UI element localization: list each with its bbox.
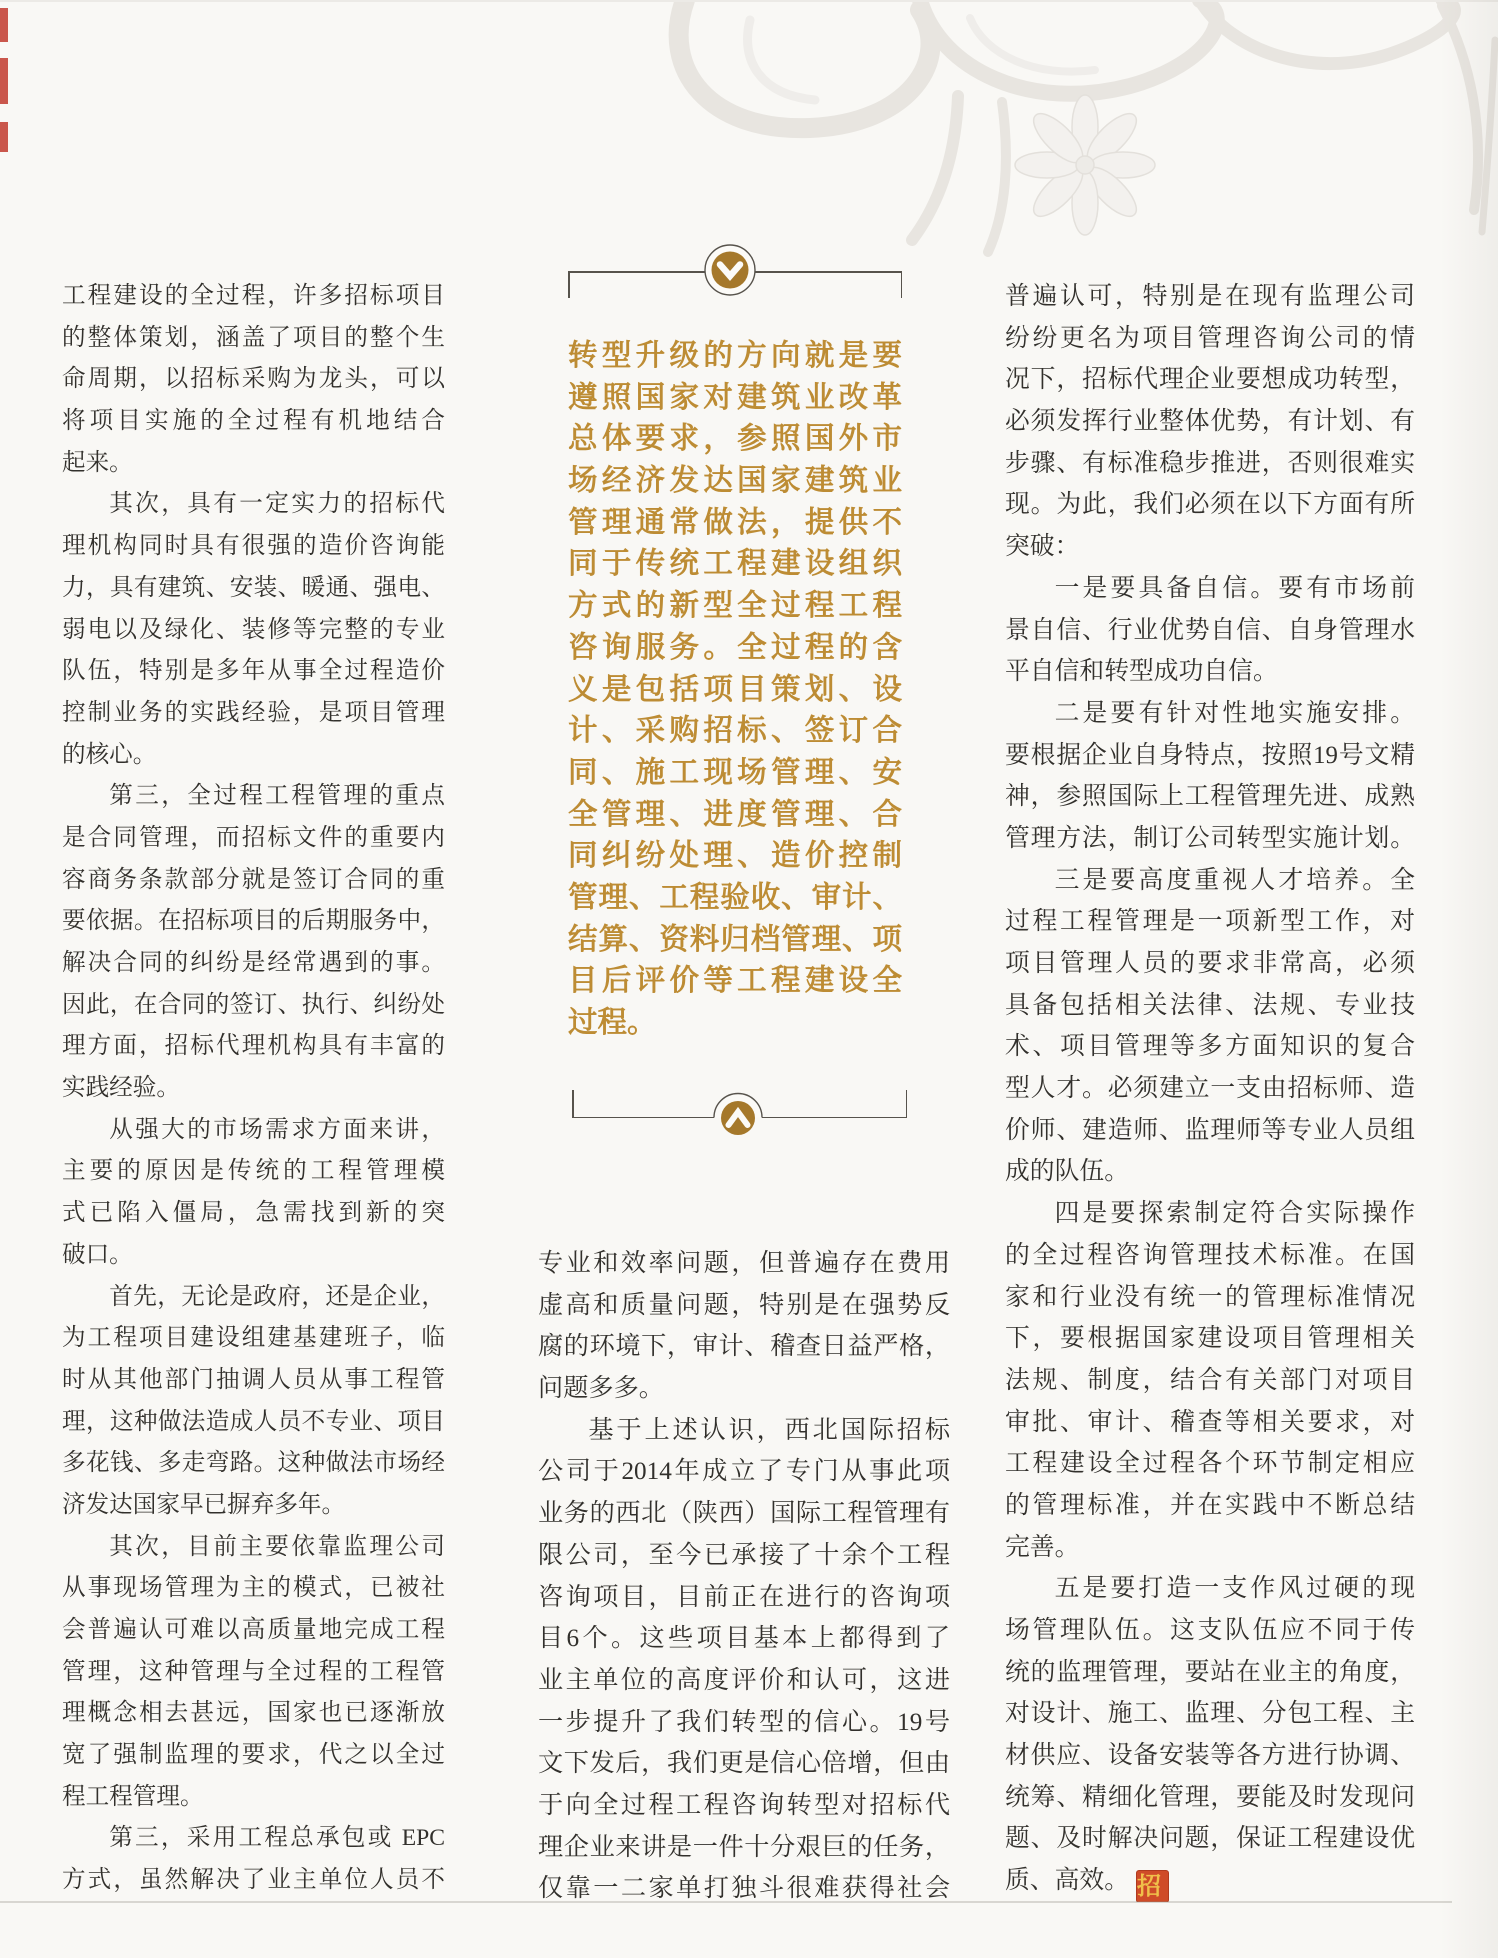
text-line: 其次，目前主要依靠监理公司 (109, 1533, 445, 1560)
text-line: 理方面，招标代理机构具有丰富的 (62, 1033, 445, 1060)
text-line: 破口。 (62, 1241, 133, 1268)
floral-flourish-ornament (590, 0, 1498, 262)
text-line: 二是要有针对性地实施安排。 (1054, 699, 1415, 727)
text-line: 突破： (1005, 533, 1080, 561)
text-line: 管理，这种管理与全过程的工程管 (62, 1658, 445, 1685)
text-line: 对设计、施工、监理、分包工程、主 (1005, 1700, 1415, 1728)
text-line: 转型升级的方向就是要 (568, 338, 902, 372)
text-line: 实践经验。 (62, 1075, 180, 1102)
text-line: 材供应、设备安装等各方进行协调、 (1005, 1742, 1415, 1770)
text-line: 一步提升了我们转型的信心。19号 (538, 1708, 950, 1736)
text-line: 方式，虽然解决了业主单位人员不 (62, 1867, 445, 1894)
text-line: 计、采购招标、签订合 (568, 713, 902, 748)
text-line: 四是要探索制定符合实际操作 (1054, 1200, 1415, 1228)
text-line: 理企业来讲是一件十分艰巨的任务， (538, 1833, 950, 1861)
left-column (62, 276, 445, 1902)
text-line: 力，具有建筑、安装、暖通、强电、 (62, 574, 445, 601)
text-line: 目后评价等工程建设全 (568, 963, 902, 998)
text-line: 同纠纷处理、造价控制 (568, 838, 902, 873)
text-line: 起来。 (62, 449, 133, 476)
text-line: 公司于2014年成立了专门从事此项 (538, 1458, 950, 1486)
text-line: 的整体策划，涵盖了项目的整个生 (62, 324, 445, 351)
text-line: 神，参照国际上工程管理先进、成熟 (1005, 783, 1415, 811)
text-line: 济发达国家早已摒弃多年。 (62, 1491, 346, 1518)
right-column (1005, 276, 1415, 1902)
text-line: 工程建设全过程各个环节制定相应 (1005, 1450, 1415, 1478)
text-line: 要根据企业自身特点，按照19号文精 (1005, 741, 1415, 769)
text-line: 况下，招标代理企业要想成功转型， (1005, 366, 1415, 394)
text-line: 家和行业没有统一的管理标准情况 (1005, 1283, 1415, 1311)
text-line: 平自信和转型成功自信。 (1005, 658, 1278, 686)
text-line: 方式的新型全过程工程 (568, 588, 902, 623)
text-line: 容商务条款部分就是签订合同的重 (62, 866, 445, 893)
text-line: 具备包括相关法律、法规、专业技 (1005, 991, 1415, 1019)
text-line: 虚高和质量问题，特别是在强势反 (538, 1291, 950, 1319)
text-line: 统的监理管理，要站在业主的角度， (1005, 1658, 1415, 1686)
text-line: 项目管理人员的要求非常高，必须 (1005, 950, 1415, 977)
text-line: 理机构同时具有很强的造价咨询能 (62, 533, 445, 560)
text-line: 首先，无论是政府，还是企业， (109, 1283, 445, 1310)
text-line: 纷纷更名为项目管理咨询公司的情 (1005, 324, 1415, 352)
text-line: 业主单位的高度评价和认可，这进 (538, 1666, 950, 1694)
text-line: 命周期，以招标采购为龙头，可以 (62, 366, 445, 393)
text-line: 景自信、行业优势自信、自身管理水 (1005, 616, 1415, 644)
text-line: 会普遍认可难以高质量地完成工程 (62, 1617, 445, 1643)
text-line: 管理通常做法，提供不 (568, 504, 902, 539)
text-line: 文下发后，我们更是信心倍增，但由 (538, 1750, 950, 1778)
text-line: 因此，在合同的签订、执行、纠纷处 (62, 991, 445, 1018)
text-line: 下，要根据国家建设项目管理相关 (1005, 1325, 1415, 1353)
text-line: 要依据。在招标项目的后期服务中， (62, 908, 445, 935)
text-line: 目6个。这些项目基本上都得到了 (538, 1625, 950, 1653)
text-line: 从事现场管理为主的模式，已被社 (62, 1575, 445, 1602)
left-edge-red-mark (0, 122, 8, 152)
text-line: 专业和效率问题，但普遍存在费用 (538, 1250, 950, 1277)
text-line: 为工程项目建设组建基建班子，临 (62, 1325, 445, 1352)
text-line: 第三，采用工程总承包或 EPC (109, 1825, 445, 1852)
page-top-edge (0, 0, 1498, 2)
text-line: 宽了强制监理的要求，代之以全过 (62, 1742, 445, 1769)
text-line: 弱电以及绿化、装修等完整的专业 (62, 616, 445, 643)
text-line: 多花钱、多走弯路。这种做法市场经 (62, 1450, 445, 1477)
left-edge-red-mark (0, 8, 8, 42)
text-line: 咨询服务。全过程的含 (568, 629, 902, 664)
text-line: 管理、工程验收、审计、 (568, 879, 902, 914)
text-line: 过程。 (568, 1005, 657, 1039)
text-line: 限公司，至今已承接了十余个工程 (538, 1541, 950, 1569)
middle-body-column (538, 1243, 950, 1910)
flower-star-ornament (1005, 85, 1165, 245)
text-line: 成的队伍。 (1005, 1158, 1129, 1186)
text-line: 步骤、有标准稳步推进，否则很难实 (1005, 449, 1415, 477)
text-line: 管理方法，制订公司转型实施计划。 (1005, 824, 1415, 852)
text-line: 完善。 (1005, 1533, 1080, 1561)
text-line: 术、项目管理等多方面知识的复合 (1005, 1033, 1415, 1061)
text-line: 三是要高度重视人才培养。全 (1054, 866, 1415, 894)
text-line: 是合同管理，而招标文件的重要内 (62, 824, 445, 851)
text-line: 时从其他部门抽调人员从事工程管 (62, 1366, 445, 1393)
text-line: 其次，具有一定实力的招标代 (109, 491, 445, 518)
text-line: 审批、审计、稽查等相关要求，对 (1005, 1408, 1415, 1436)
page-bottom-edge (0, 1901, 1452, 1903)
text-line: 控制业务的实践经验，是项目管理 (62, 699, 445, 726)
text-line: 题、及时解决问题，保证工程建设优 (1005, 1825, 1415, 1853)
text-line: 质、高效。 招 (1005, 1860, 1415, 1902)
text-line: 业务的西北（陕西）国际工程管理有 (538, 1500, 950, 1528)
text-line: 现。为此，我们必须在以下方面有所 (1005, 491, 1415, 519)
text-line: 普遍认可，特别是在现有监理公司 (1005, 283, 1415, 310)
text-line: 统筹、精细化管理，要能及时发现问 (1005, 1783, 1415, 1811)
text-line: 理概念相去甚远，国家也已逐渐放 (62, 1700, 445, 1727)
text-line: 价师、建造师、监理师等专业人员组 (1005, 1116, 1415, 1144)
text-line: 的核心。 (62, 741, 157, 768)
text-line: 的全过程咨询管理技术标准。在国 (1005, 1241, 1415, 1269)
article-end-seal: 招 (1136, 1870, 1169, 1902)
text-line: 第三，全过程工程管理的重点 (109, 783, 445, 810)
text-line: 五是要打造一支作风过硬的现 (1054, 1575, 1415, 1603)
text-line: 将项目实施的全过程有机地结合 (62, 408, 445, 435)
text-line: 问题多多。 (538, 1375, 664, 1403)
text-line: 结算、资料归档管理、项 (568, 921, 902, 956)
text-line: 于向全过程工程咨询转型对招标代 (538, 1791, 950, 1819)
text-line: 队伍，特别是多年从事全过程造价 (62, 658, 445, 685)
pull-quote (568, 335, 902, 1044)
text-line: 场管理队伍。这支队伍应不同于传 (1005, 1617, 1415, 1644)
text-line: 程工程管理。 (62, 1783, 204, 1810)
text-line: 过程工程管理是一项新型工作，对 (1005, 908, 1415, 936)
text-line: 解决合同的纠纷是经常遇到的事。 (62, 950, 445, 976)
text-line: 遵照国家对建筑业改革 (568, 379, 902, 414)
text-line: 基于上述认识，西北国际招标 (588, 1416, 950, 1444)
text-line: 的管理标准，并在实践中不断总结 (1005, 1491, 1415, 1519)
text-line: 型人才。必须建立一支由招标师、造 (1005, 1075, 1415, 1103)
text-line: 同于传统工程建设组织 (568, 546, 902, 581)
text-line: 从强大的市场需求方面来讲， (109, 1116, 445, 1143)
text-line: 式已陷入僵局，急需找到新的突 (62, 1200, 445, 1227)
left-edge-red-mark (0, 58, 8, 104)
text-line: 一是要具备自信。要有市场前 (1054, 574, 1415, 602)
text-line: 主要的原因是传统的工程管理模 (62, 1158, 445, 1185)
text-line: 总体要求，参照国外市 (568, 421, 902, 456)
text-line: 同、施工现场管理、安 (568, 754, 902, 789)
text-line: 义是包括项目策划、设 (568, 671, 902, 706)
chevron-down-icon (702, 242, 758, 298)
text-line: 理，这种做法造成人员不专业、项目 (62, 1408, 445, 1435)
text-line: 法规、制度，结合有关部门对项目 (1005, 1366, 1415, 1394)
text-line: 场经济发达国家建筑业 (568, 463, 902, 498)
text-line: 腐的环境下，审计、稽查日益严格， (538, 1333, 950, 1361)
page-right-shade (1440, 0, 1498, 1958)
text-line: 全管理、进度管理、合 (568, 796, 902, 831)
text-line: 咨询项目，目前正在进行的咨询项 (538, 1583, 950, 1611)
text-line: 工程建设的全过程，许多招标项目 (62, 283, 445, 309)
text-line: 仅靠一二家单打独斗很难获得社会 (538, 1875, 950, 1903)
chevron-up-icon (706, 1085, 770, 1149)
text-line: 必须发挥行业整体优势，有计划、有 (1005, 408, 1415, 436)
